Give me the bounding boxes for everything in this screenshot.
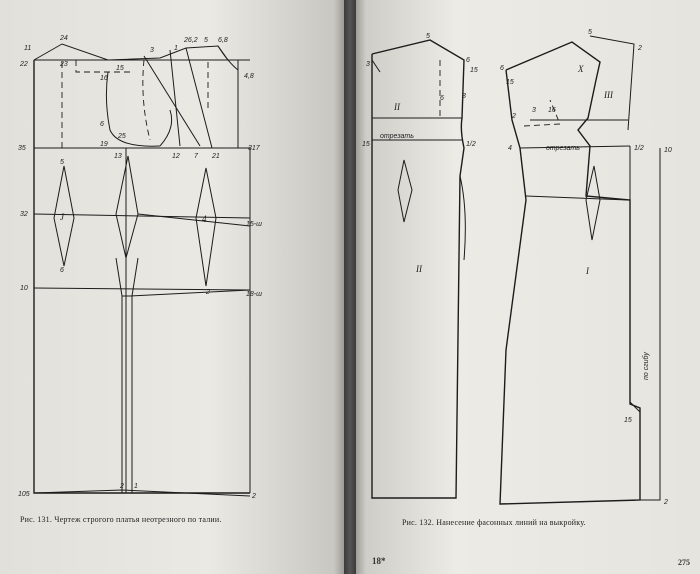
rlabel-3c: 3 xyxy=(532,107,536,114)
label-12: 12 xyxy=(172,153,180,160)
rlabel-10: 10 xyxy=(664,147,672,154)
label-6-8: 6,8 xyxy=(218,37,228,44)
rlabel-5: 5 xyxy=(426,33,430,40)
rlabel-half-b: 1/2 xyxy=(634,145,644,152)
figure-caption-131: Рис. 131. Чертеж строгого платья неотрезного по талии. xyxy=(20,515,222,524)
label-23: 23 xyxy=(60,61,68,68)
label-6: 6 xyxy=(100,121,104,128)
label-35: 35 xyxy=(18,145,26,152)
rlabel-15b: 15 xyxy=(362,141,370,148)
label-26-2: 26,2 xyxy=(184,37,198,44)
rlabel-5b: 5 xyxy=(588,29,592,36)
label-1b: 1 xyxy=(134,483,138,490)
label-10: 10 xyxy=(20,285,28,292)
figure-caption-132: Рис. 132. Нанесение фасонных линий на выкройку. xyxy=(402,518,586,527)
label-15: 15 xyxy=(116,65,124,72)
label-11: 11 xyxy=(24,45,32,52)
rlabel-15c: 15 xyxy=(506,79,514,86)
label-25: 25 xyxy=(118,133,126,140)
rlabel-X: X xyxy=(578,64,584,74)
rlabel-4: 4 xyxy=(508,145,512,152)
rlabel-15: 15 xyxy=(470,67,478,74)
label-j: J xyxy=(60,212,64,222)
label-15-sh: 15-ш xyxy=(246,221,262,228)
label-5: 5 xyxy=(204,37,208,44)
label-22: 22 xyxy=(20,61,28,68)
rlabel-2b: 2 xyxy=(512,113,516,120)
rlabel-2: 2 xyxy=(638,45,642,52)
label-317: 317 xyxy=(248,145,260,152)
rlabel-I: I xyxy=(586,266,589,276)
label-13: 13 xyxy=(114,153,122,160)
rlabel-6: 6 xyxy=(466,57,470,64)
label-21: 21 xyxy=(212,153,220,160)
label-7: 7 xyxy=(194,153,198,160)
rlabel-6c: 6 xyxy=(500,65,504,72)
label-4-8: 4,8 xyxy=(244,73,254,80)
rlabel-3b: 3 xyxy=(462,93,466,100)
label-19: 19 xyxy=(100,141,108,148)
rlabel-otrezat-2: отрезать xyxy=(546,145,580,152)
label-2a: 2 xyxy=(206,289,210,296)
label-4: 4 xyxy=(202,214,207,224)
rlabel-6b: 6 xyxy=(440,95,444,102)
rlabel-15d: 15 xyxy=(624,417,632,424)
page-number-left: 18* xyxy=(372,556,386,566)
label-6b: 6 xyxy=(60,267,64,274)
label-3: 3 xyxy=(150,47,154,54)
label-5b: 5 xyxy=(60,159,64,166)
label-105: 105 xyxy=(18,491,30,498)
rlabel-2c: 2 xyxy=(664,499,668,506)
label-2c: 2 xyxy=(252,493,256,500)
rlabel-half: 1/2 xyxy=(466,141,476,148)
page-number-right: 275 xyxy=(678,558,690,567)
label-1: 1 xyxy=(174,45,178,52)
rlabel-otrezat-1: отрезать xyxy=(380,133,414,140)
label-24: 24 xyxy=(60,35,68,42)
label-2b: 2 xyxy=(120,483,124,490)
rlabel-16: 16 xyxy=(548,107,556,114)
rlabel-3: 3 xyxy=(366,61,370,68)
label-32: 32 xyxy=(20,211,28,218)
rlabel-fold: по сгибу xyxy=(643,352,650,380)
left-frame-outer xyxy=(34,60,250,493)
label-16: 16 xyxy=(100,75,108,82)
rlabel-II-top: II xyxy=(394,102,400,112)
rlabel-II: II xyxy=(416,264,422,274)
rlabel-III: III xyxy=(604,90,613,100)
label-18-sh: 18-ш xyxy=(246,291,262,298)
